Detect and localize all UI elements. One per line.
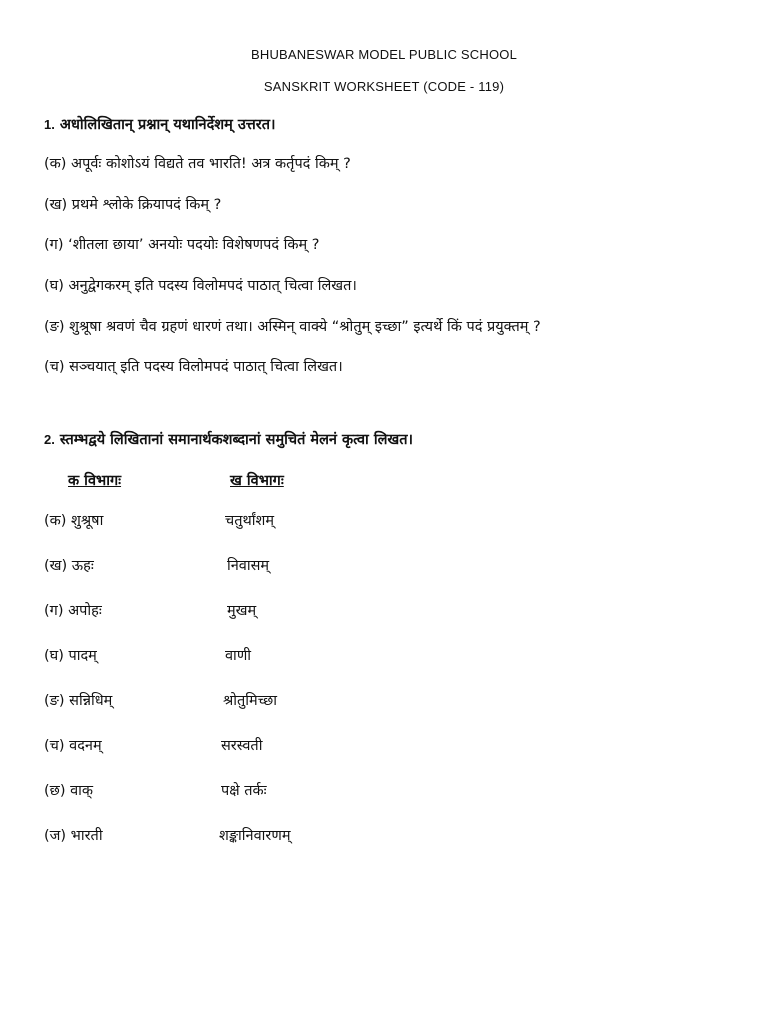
match-right-item: श्रोतुमिच्छा — [223, 693, 277, 709]
match-left-item: (क) शुश्रूषा — [44, 513, 104, 529]
match-right-item: वाणी — [225, 648, 252, 664]
column-a-heading: क विभागः — [68, 473, 122, 489]
match-left-item: (च) वदनम् — [44, 738, 102, 754]
q1-item-gha: (घ) अनुद्वेगकरम् इति पदस्य विलोमपदं पाठात् चित्वा लिखत। — [44, 278, 357, 294]
question-2-heading — [44, 429, 413, 449]
worksheet-title: SANSKRIT WORKSHEET (CODE - 119) — [263, 79, 505, 94]
school-name: BHUBANESWAR MODEL PUBLIC SCHOOL — [250, 47, 517, 62]
match-left-item: (ग) अपोहः — [44, 603, 102, 619]
match-left-item: (ख) ऊहः — [44, 558, 94, 574]
question-2-number: 2. — [44, 432, 55, 447]
match-right-item: शङ्कानिवारणम् — [219, 828, 291, 844]
q1-item-cha: (च) सञ्चयात् इति पदस्य विलोमपदं पाठात् चित्वा लिखत। — [44, 359, 343, 375]
question-1-heading — [44, 114, 276, 134]
q1-item-nga: (ङ) शुश्रूषा श्रवणं चैव ग्रहणं धारणं तथा। अस्मिन् वाक्ये “श्रोतुम् इच्छा” इत्यर्थे किं पदं प्रयुक्तम् ? — [44, 319, 541, 335]
q1-item-ga: (ग) ‘शीतला छाया’ अनयोः पदयोः विशेषणपदं किम् ? — [44, 237, 320, 253]
match-right-item: चतुर्थांशम् — [225, 513, 275, 529]
match-left-item: (ज) भारती — [44, 828, 103, 844]
question-2-text: स्तम्भद्वये लिखितानां समानार्थकशब्दानां समुचितं मेलनं कृत्वा लिखत। — [59, 432, 414, 448]
match-left-item: (ङ) सन्निधिम् — [44, 693, 113, 709]
question-1-number: 1. — [44, 117, 55, 132]
column-b-heading: ख विभागः — [230, 473, 284, 489]
match-right-item: सरस्वती — [221, 738, 263, 754]
match-right-item: निवासम् — [227, 558, 270, 574]
q1-item-ka: (क) अपूर्वः कोशोऽयं विद्यते तव भारति! अत्र कर्तृपदं किम् ? — [44, 156, 351, 172]
match-left-item: (छ) वाक् — [44, 783, 94, 799]
match-left-item: (घ) पादम् — [44, 648, 97, 664]
match-right-item: पक्षे तर्कः — [221, 783, 267, 799]
match-right-item: मुखम् — [227, 603, 257, 619]
question-1-text: अधोलिखितान् प्रश्नान् यथानिर्देशम् उत्तरत। — [59, 117, 276, 133]
q1-item-kha: (ख) प्रथमे श्लोके क्रियापदं किम् ? — [44, 197, 222, 213]
